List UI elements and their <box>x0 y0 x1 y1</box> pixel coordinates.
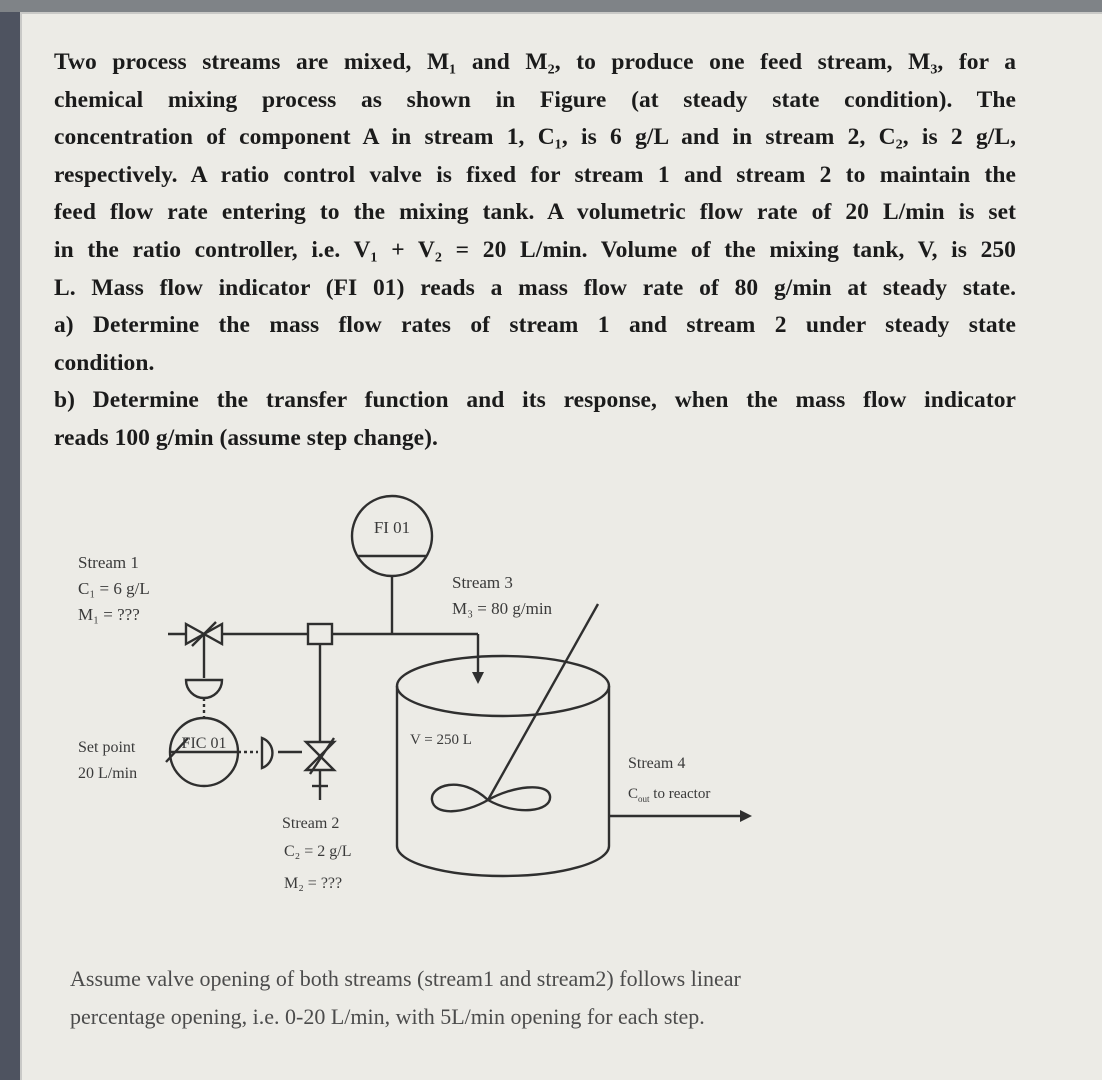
stream1-concentration: C₁ = 6 g/L <box>78 579 150 598</box>
question-a-cont: condition. <box>54 349 155 376</box>
stream4-arrowhead <box>740 810 752 822</box>
tank-bottom <box>397 846 609 876</box>
stream4-dest: to reactor <box>649 786 711 802</box>
stream4-conc-sub: out <box>638 794 650 804</box>
stream2-concentration: C₂ = 2 g/L <box>284 843 352 860</box>
problem-line: chemical mixing process as shown in Figure (at steady state condition). The <box>54 86 1016 113</box>
problem-line: L. Mass flow indicator (FI 01) reads a mass flow rate of 80 g/min at steady state. <box>54 274 1016 301</box>
stream4-destination <box>628 786 710 804</box>
question-a: a) Determine the mass flow rates of stream 1 and stream 2 under steady state <box>54 312 1016 339</box>
valve2-slash <box>310 738 334 774</box>
note-line: percentage opening, i.e. 0-20 L/min, with 5L/min opening for each step. <box>70 1004 705 1029</box>
feed-arrowhead <box>472 672 484 684</box>
problem-line: concentration of component A in stream 1, C₁, is 6 g/L and in stream 2, C₂, is 2 g/L, <box>54 124 1016 151</box>
question-b-cont: reads 100 g/min (assume step change). <box>54 424 438 451</box>
problem-line: feed flow rate entering to the mixing tank. A volumetric flow rate of 20 L/min is set <box>54 199 1016 226</box>
mixing-junction <box>308 624 332 644</box>
setpoint-label: Set point <box>78 739 136 756</box>
valve1-actuator <box>186 680 222 698</box>
stream4-conc: C <box>628 786 639 802</box>
assumption-note <box>70 960 970 1036</box>
fic01-tag: FIC 01 <box>181 735 227 752</box>
setpoint-value: 20 L/min <box>78 765 138 782</box>
tank-volume-label: V = 250 L <box>410 732 472 748</box>
valve1-right <box>204 624 222 644</box>
agitator-shaft <box>488 604 598 800</box>
stream2-mass: M₂ = ??? <box>284 875 343 892</box>
problem-line: Two process streams are mixed, M₁ and M₂, to produce one feed stream, M₃, for a <box>54 49 1016 75</box>
stream1-title: Stream 1 <box>78 553 139 572</box>
tank-top <box>397 656 609 716</box>
stream3-mass: M₃ = 80 g/min <box>452 599 553 618</box>
question-b: b) Determine the transfer function and its response, when the mass flow indicator <box>54 387 1016 414</box>
problem-line: in the ratio controller, i.e. V₁ + V₂ = 20 L/min. Volume of the mixing tank, V, is 250 <box>54 236 1016 263</box>
fi01-tag: FI 01 <box>373 518 411 537</box>
valve1-left <box>186 624 204 644</box>
problem-line: respectively. A ratio control valve is fixed for stream 1 and stream 2 to maintain the <box>54 161 1016 188</box>
stream1-mass: M₁ = ??? <box>78 605 140 624</box>
stream4-title: Stream 4 <box>628 755 686 772</box>
agitator-impeller <box>432 785 550 812</box>
note-line: Assume valve opening of both streams (stream1 and stream2) follows linear <box>70 966 741 991</box>
stream3-title: Stream 3 <box>452 573 513 592</box>
stream2-title: Stream 2 <box>282 815 340 832</box>
valve2-actuator <box>262 738 272 768</box>
